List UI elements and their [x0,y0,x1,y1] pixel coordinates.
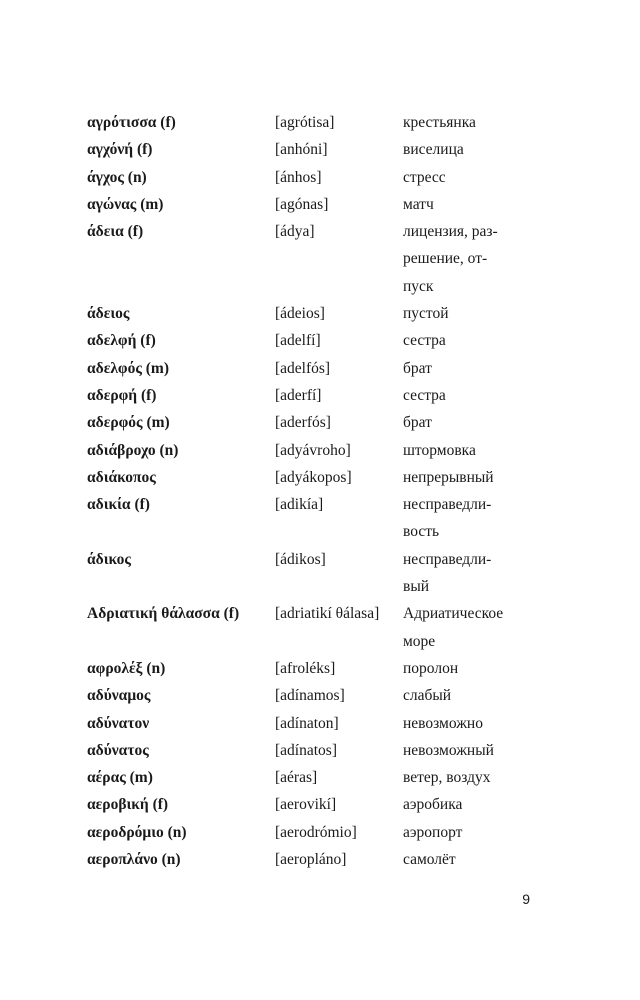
translation-line: аэропорт [403,823,463,841]
greek-word: αέρας (m) [87,769,153,787]
greek-word: αγρότισσα (f) [87,114,176,131]
transcription: [adikía] [275,496,324,514]
transcription: [aéras] [275,769,318,787]
dictionary-entry [87,764,547,791]
russian-translation [403,546,547,601]
russian-translation [403,327,547,354]
translation-line: непрерывный [403,468,494,486]
russian-translation [403,737,547,764]
transcription: [afroléks] [275,659,336,677]
russian-translation [403,491,547,546]
transcription: [adriatikí θálasa] [275,605,380,623]
dictionary-entry [87,218,547,300]
russian-translation [403,109,547,136]
translation-line: матч [403,195,434,213]
russian-translation [403,136,547,163]
russian-translation [403,437,547,464]
dictionary-entry [87,136,547,163]
dictionary-entry [87,464,547,491]
transcription: [adínaton] [275,714,339,732]
transcription: [aerodrómio] [275,823,357,841]
translation-line: море [403,632,436,650]
dictionary-entry [87,409,547,436]
translation-line: штормовка [403,441,476,459]
greek-word: αεροπλάνο (n) [87,851,181,869]
russian-translation [403,464,547,491]
translation-line: пуск [403,277,434,295]
greek-word: αδελφός (m) [87,359,170,377]
greek-word: αεροβική (f) [87,796,169,814]
dictionary-entry [87,491,547,546]
russian-translation [403,791,547,818]
russian-translation [403,409,547,436]
transcription: [ánhos] [275,168,322,186]
transcription: [aderfí] [275,386,322,404]
russian-translation [403,300,547,327]
translation-line: слабый [403,687,452,705]
page-number: 9 [522,891,530,907]
translation-line: поролон [403,659,459,677]
dictionary-entry [87,791,547,818]
translation-line: несправедли- [403,550,492,568]
greek-word: αγώνας (m) [87,195,164,213]
transcription: [adelfí] [275,332,321,350]
greek-word: αδερφός (m) [87,414,170,432]
dictionary-entry [87,382,547,409]
transcription: [aderfós] [275,414,331,432]
russian-translation [403,218,547,300]
translation-line: брат [403,359,432,377]
greek-word: αδελφή (f) [87,332,156,350]
transcription: [adínatos] [275,741,337,759]
greek-word: αδύνατον [87,714,150,732]
dictionary-entries [87,109,547,873]
dictionary-entry [87,600,547,655]
translation-line: виселица [403,141,464,159]
transcription: [aeropláno] [275,851,347,869]
greek-word: αδύνατος [87,741,149,759]
dictionary-entry [87,437,547,464]
greek-word: αδερφή (f) [87,386,157,404]
greek-word: αδιάκοπος [87,468,156,486]
russian-translation [403,600,547,655]
dictionary-entry [87,109,547,136]
translation-line: невозможно [403,714,483,732]
greek-word: άδεια (f) [87,223,144,241]
translation-line: решение, от- [403,250,488,268]
greek-word: αδιάβροχο (n) [87,441,179,459]
dictionary-entry [87,682,547,709]
greek-word: άγχος (n) [87,168,147,186]
russian-translation [403,710,547,737]
greek-word: άδικος [87,550,131,568]
transcription: [ádeios] [275,305,325,323]
greek-word: αδικία (f) [87,496,150,514]
dictionary-entry [87,737,547,764]
translation-line: крестьянка [403,114,476,131]
translation-line: лицензия, раз- [403,223,498,241]
dictionary-entry [87,191,547,218]
greek-word: αφρολέξ (n) [87,659,166,677]
translation-line: сестра [403,386,446,404]
transcription: [ádikos] [275,550,326,568]
russian-translation [403,191,547,218]
translation-line: самолёт [403,851,456,869]
translation-line: брат [403,414,432,432]
dictionary-entry [87,846,547,873]
translation-line: аэробика [403,796,463,814]
russian-translation [403,355,547,382]
dictionary-entry [87,710,547,737]
dictionary-entry [87,355,547,382]
russian-translation [403,682,547,709]
russian-translation [403,846,547,873]
dictionary-entry [87,546,547,601]
russian-translation [403,764,547,791]
greek-word: Αδριατική θάλασσα (f) [87,605,240,623]
greek-word: άδειος [87,305,130,323]
russian-translation [403,819,547,846]
dictionary-entry [87,300,547,327]
dictionary-entry [87,164,547,191]
transcription: [aerovikí] [275,796,337,814]
translation-line: пустой [403,305,449,323]
translation-line: Адриатическое [403,605,504,623]
translation-line: вость [403,523,440,541]
greek-word: αδύναμος [87,687,151,705]
transcription: [adelfós] [275,359,331,377]
transcription: [agrótisa] [275,114,335,131]
transcription: [adyávroho] [275,441,351,459]
translation-line: ветер, воздух [403,769,491,787]
translation-line: несправедли- [403,496,492,514]
russian-translation [403,164,547,191]
transcription: [ádya] [275,223,315,241]
russian-translation [403,382,547,409]
greek-word: αεροδρόμιο (n) [87,823,187,841]
transcription: [anhóni] [275,141,328,159]
dictionary-entry [87,327,547,354]
translation-line: вый [403,578,430,596]
dictionary-entry [87,819,547,846]
transcription: [adínamos] [275,687,345,705]
transcription: [adyákopos] [275,468,352,486]
russian-translation [403,655,547,682]
transcription: [agónas] [275,195,329,213]
greek-word: αγχόνή (f) [87,141,153,159]
dictionary-entry [87,655,547,682]
translation-line: сестра [403,332,446,350]
translation-line: стресс [403,168,446,186]
translation-line: невозможный [403,741,494,759]
